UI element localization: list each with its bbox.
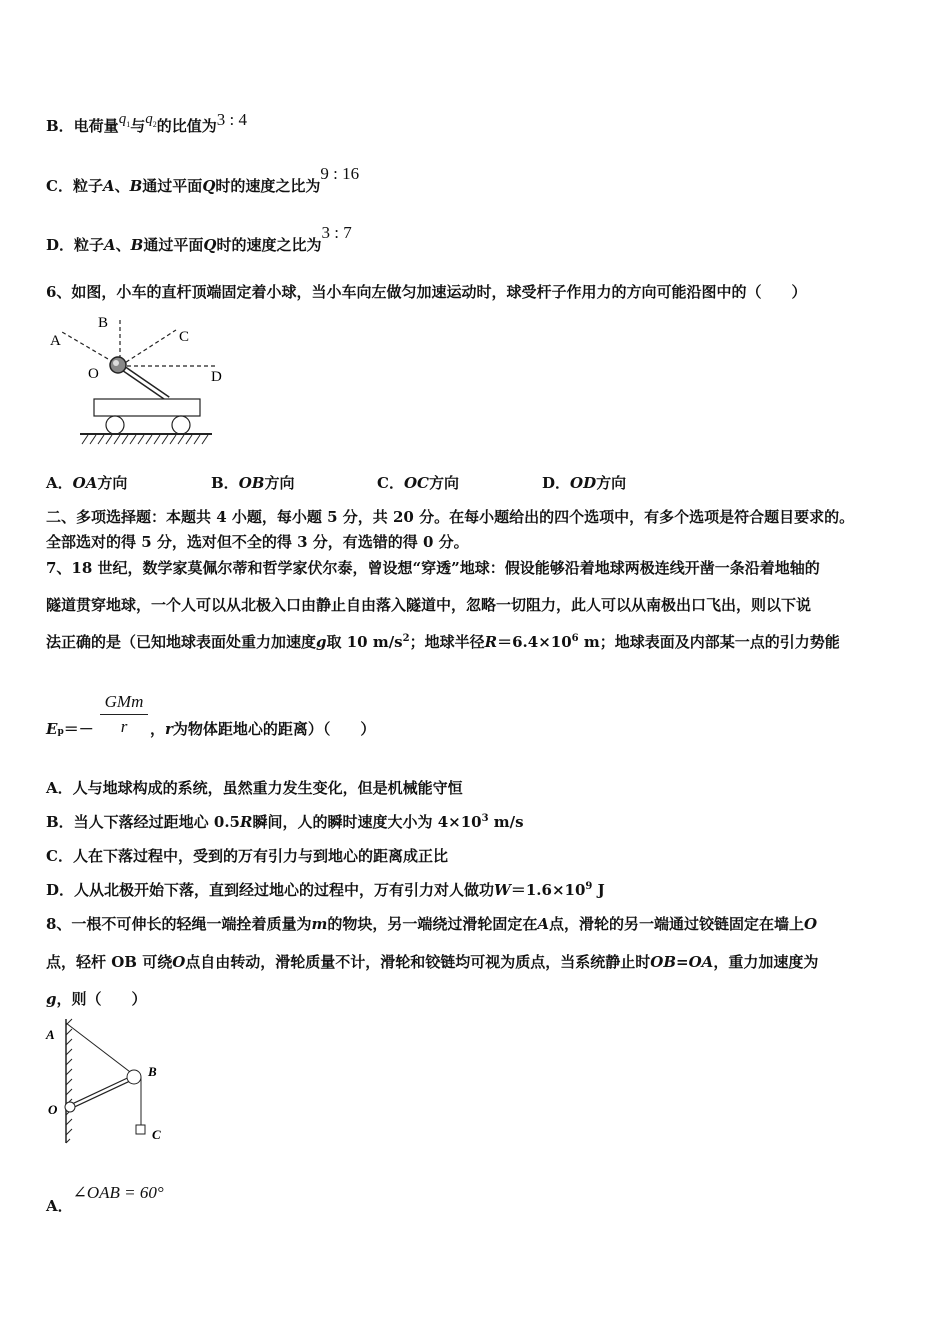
q8-line2a: 点，轻杆 OB 可绕: [46, 953, 173, 971]
q6-option-b: [211, 472, 294, 493]
q7-line1: 7、18 世纪，数学家莫佩尔蒂和哲学家伏尔泰，曾设想“穿透”地球：假设能够沿着地球两极连线开凿一条沿着地轴的: [46, 559, 820, 577]
q7-line3e: m；地球表面及内部某一点的引力势能: [578, 633, 840, 651]
q8-line1c: 点，滑轮的另一端通过铰链固定在墙上: [548, 915, 804, 933]
q7-option-b: [46, 811, 524, 832]
fig8-label-a: A: [46, 1027, 55, 1042]
q6-option-c: [377, 472, 459, 493]
q5-optd-tail: 时的速度之比为: [216, 236, 322, 254]
q5-optd-sep: 、: [115, 236, 131, 254]
q7-formula: [46, 690, 646, 740]
formula-r: r: [165, 720, 173, 738]
q8-o: O: [804, 915, 818, 933]
q5-option-c: [46, 164, 360, 196]
q7-line3a: 法正确的是（已知地球表面处重力加速度: [46, 633, 317, 651]
q8-line3: [46, 988, 147, 1009]
q1-symbol: q: [118, 111, 127, 127]
q6-optc-var: OC: [403, 474, 429, 492]
q8-pulley-figure: [44, 1015, 174, 1150]
fig8-label-c: C: [152, 1127, 161, 1142]
q8-line2b: 点自由转动，滑轮质量不计，滑轮和铰链均可视为质点，当系统静止时: [185, 953, 651, 971]
formula-e: E: [46, 720, 58, 738]
q5-optc-b: B: [129, 177, 143, 195]
q8-m: m: [311, 915, 328, 933]
q7-optb-a: B．当人下落经过距地心 0.5: [46, 813, 240, 831]
q7-r: R: [484, 633, 498, 651]
q8-line1a: 8、一根不可伸长的轻绳一端拴着质量为: [46, 915, 312, 933]
q7-optd-a: D．人从北极开始下落，直到经过地心的过程中，万有引力对人做功: [46, 881, 495, 899]
q7-line3: [46, 631, 840, 652]
q2-subscript: 2: [152, 120, 157, 129]
q8-option-a: [46, 1183, 164, 1216]
q6-opta-letter: A．: [46, 474, 73, 492]
q5-optd-q: Q: [203, 236, 217, 254]
q7-optd-w: W: [494, 881, 511, 899]
formula-tail2: 为物体距地心的距离）（ ）: [172, 720, 376, 738]
fraction-bar: [100, 714, 148, 715]
rope-ab: [66, 1023, 134, 1075]
q8-g: g: [46, 990, 57, 1008]
q7-optb-exp: 3: [481, 813, 489, 824]
q7-exp6: 6: [571, 633, 579, 644]
q6-option-d: [542, 472, 626, 493]
q8-opta-label: A．: [46, 1197, 73, 1215]
q8-line3b: ，则（ ）: [56, 990, 147, 1008]
q7-line3b: 取 10 m/s: [326, 633, 403, 651]
fig8-label-b: B: [148, 1064, 157, 1079]
q7-g: g: [316, 633, 327, 651]
fig6-label-b: B: [98, 315, 109, 331]
fig6-label-a: A: [50, 333, 61, 349]
q6-optc-letter: C．: [377, 474, 404, 492]
fig6-label-o: O: [88, 366, 99, 382]
hinge-o: [65, 1102, 75, 1112]
q5-optc-a: A: [102, 177, 115, 195]
section2-line2: 全部选对的得 5 分，选对但不全的得 3 分，有选错的得 0 分。: [46, 533, 469, 551]
q6-optb-text: 方向: [264, 474, 295, 492]
q5-optb-ratio: 3 : 4: [216, 110, 247, 129]
q5-optc-ratio: 9 : 16: [320, 164, 360, 183]
q5-optd-b: B: [130, 236, 144, 254]
q5-optd-mid: 通过平面: [143, 236, 204, 254]
q8-a: A: [537, 915, 549, 933]
cart-body: [94, 399, 200, 416]
wheel-left: [106, 416, 124, 434]
q6-opta-var: OA: [72, 474, 98, 492]
q6-opta-text: 方向: [97, 474, 128, 492]
q7-optd-c: J: [592, 881, 605, 899]
formula-eq: ＝－: [63, 720, 94, 738]
q6-optd-text: 方向: [596, 474, 627, 492]
q8-o2: O: [172, 953, 186, 971]
fig6-label-c: C: [179, 329, 190, 345]
q7-option-a: A．人与地球构成的系统，虽然重力发生变化，但是机械能守恒: [46, 779, 463, 797]
q6-optd-letter: D．: [542, 474, 571, 492]
q5-optc-tail: 时的速度之比为: [215, 177, 321, 195]
section2-line1: 二、多项选择题：本题共 4 小题，每小题 5 分，共 20 分。在每小题给出的四个选项中，有多个选项是符合题目要求的。: [46, 508, 855, 526]
q1-subscript: 1: [126, 120, 131, 129]
q8-line2: [46, 951, 818, 972]
q7-optb-b: 瞬间，人的瞬时速度大小为 4×10: [252, 813, 482, 831]
fig8-label-o: O: [48, 1102, 58, 1117]
q5-optc-mid: 通过平面: [142, 177, 203, 195]
q5-optd-a: A: [104, 236, 116, 254]
q5-optc-q: Q: [202, 177, 216, 195]
q5-optb-tail: 的比值为: [156, 117, 217, 135]
q7-option-c: C．人在下落过程中，受到的万有引力与到地心的距离成正比: [46, 847, 448, 865]
q5-option-b: [46, 110, 247, 137]
formula-tail: ，: [150, 720, 166, 738]
formula-numerator: GMm: [104, 692, 144, 711]
q8-line2c: ，重力加速度为: [713, 953, 819, 971]
formula-sub: p: [57, 727, 64, 737]
q5-optd-label: D．粒子: [46, 236, 105, 254]
q7-optb-r: R: [240, 813, 253, 831]
q5-optc-sep: 、: [114, 177, 130, 195]
q7-sq: 2: [402, 633, 410, 644]
q7-optb-c: m/s: [488, 813, 524, 831]
q7-optd-exp: 9: [585, 881, 593, 892]
formula-denominator: r: [120, 717, 128, 736]
q6-optb-var: OB: [238, 474, 265, 492]
q5-optb-label: B．电荷量: [46, 117, 119, 135]
q6-option-a: [46, 472, 127, 493]
q5-option-d: [46, 223, 352, 255]
q7-optd-b: ＝1.6×10: [510, 881, 586, 899]
q7-line3c: ；地球半径: [409, 633, 485, 651]
q7-line3d: ＝6.4×10: [497, 633, 572, 651]
q6-optd-var: OD: [570, 474, 597, 492]
q5-optd-ratio: 3 : 7: [321, 223, 352, 242]
q8-line1: [46, 913, 817, 934]
q6-stem: 6、如图，小车的直杆顶端固定着小球，当小车向左做匀加速运动时，球受杆子作用力的方向可能沿图中的（ ）: [46, 283, 807, 301]
dashed-line-oc: [120, 330, 176, 366]
q7-line2: 隧道贯穿地球，一个人可以从北极入口由静止自由落入隧道中，忽略一切阻力，此人可以从南极出口飞出，则以下说: [46, 596, 812, 614]
q2-symbol: q: [145, 111, 153, 127]
q8-line1b: 的物块，另一端绕过滑轮固定在: [327, 915, 538, 933]
block-c: [136, 1125, 145, 1134]
q6-cart-figure: [46, 310, 226, 450]
fig6-label-d: D: [211, 369, 222, 385]
q7-option-d: [46, 879, 605, 900]
q6-optc-text: 方向: [428, 474, 459, 492]
pulley-b: [127, 1070, 141, 1084]
wheel-right: [172, 416, 190, 434]
q8-opta-math: ∠OAB = 60°: [72, 1183, 164, 1202]
q5-optc-label: C．粒子: [46, 177, 103, 195]
q8-eq: OB=OA: [650, 953, 714, 971]
q5-optb-mid: 与: [130, 117, 146, 135]
q6-optb-letter: B．: [211, 474, 239, 492]
